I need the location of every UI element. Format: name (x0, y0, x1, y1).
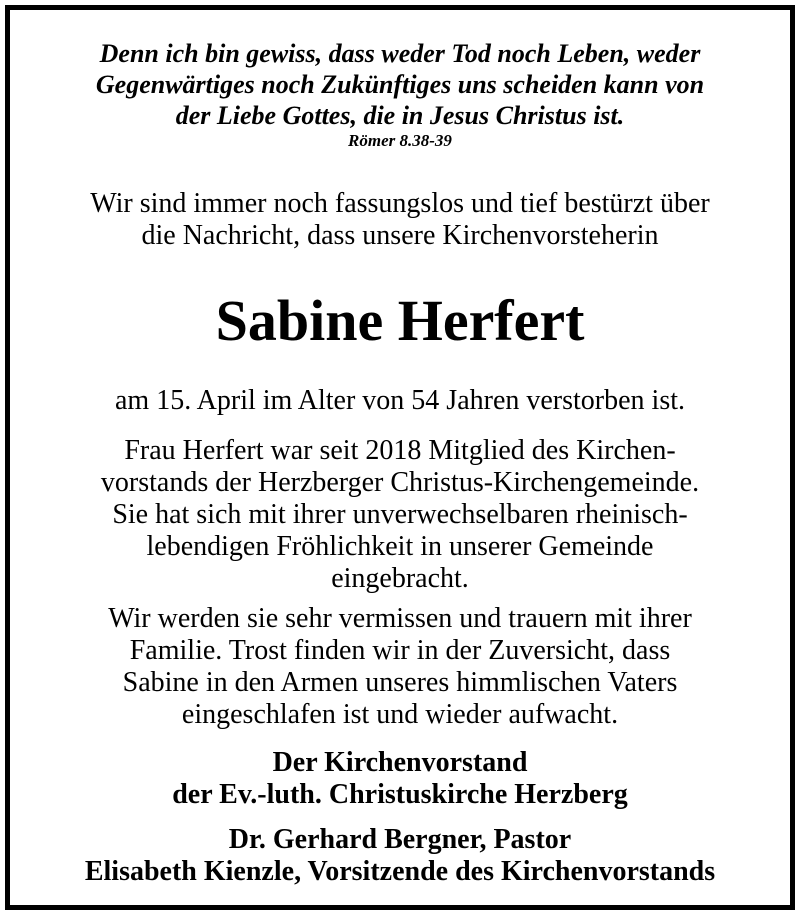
tribute-line: eingebracht. (331, 563, 469, 594)
mourning-line: eingeschlafen ist und wieder aufwacht. (181, 699, 619, 730)
signatories (10, 824, 790, 888)
bible-verse (10, 38, 790, 151)
verse-line: Gegenwärtiges noch Zukünftiges uns scheiden kann von (95, 70, 705, 99)
tribute-line: Sie hat sich mit ihrer unverwechselbaren rheinisch- (112, 499, 688, 530)
deceased-name: Sabine Herfert (215, 288, 585, 353)
verse-line: Denn ich bin gewiss, dass weder Tod noch Leben, weder (99, 39, 701, 68)
death-statement (10, 385, 790, 417)
verse-line: der Liebe Gottes, die in Jesus Christus ist. (175, 101, 625, 130)
mourning-text (10, 603, 790, 731)
signatory-line: Dr. Gerhard Bergner, Pastor (228, 824, 572, 855)
mourning-line: Wir werden sie sehr vermissen und trauern mit ihrer (108, 603, 692, 634)
obituary-notice (5, 5, 795, 910)
mourning-line: Sabine in den Armen unseres himmlischen Vaters (122, 667, 678, 698)
mourning-line: Familie. Trost finden wir in der Zuversicht, dass (129, 635, 671, 666)
organization-line: Der Kirchenvorstand (272, 747, 528, 778)
tribute-line: vorstands der Herzberger Christus-Kirchengemeinde. (100, 467, 700, 498)
intro-line: Wir sind immer noch fassungslos und tief bestürzt über (90, 188, 710, 219)
tribute-line: lebendigen Fröhlichkeit in unserer Gemeinde (146, 531, 654, 562)
signatory-line: Elisabeth Kienzle, Vorsitzende des Kirchenvorstands (84, 856, 716, 887)
intro-text (10, 188, 790, 252)
organization-line: der Ev.-luth. Christuskirche Herzberg (172, 779, 628, 810)
verse-reference: Römer 8.38-39 (348, 131, 452, 150)
death-line: am 15. April im Alter von 54 Jahren verstorben ist. (114, 385, 686, 416)
intro-line: die Nachricht, dass unsere Kirchenvorsteherin (141, 220, 659, 251)
tribute-line: Frau Herfert war seit 2018 Mitglied des Kirchen- (124, 435, 676, 466)
tribute-text (10, 435, 790, 595)
organization-signature (10, 747, 790, 811)
